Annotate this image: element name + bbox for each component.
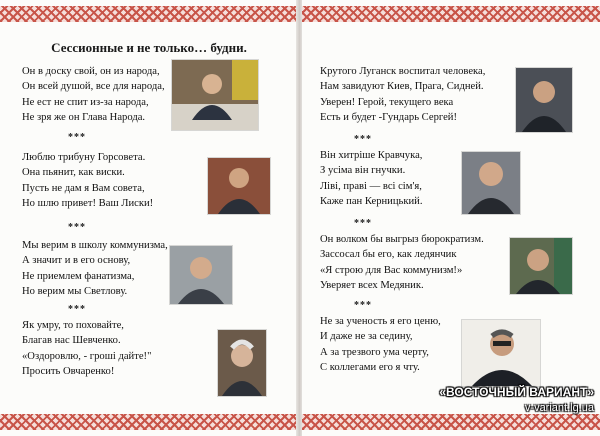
ornament-border-bottom <box>302 414 600 430</box>
poem-line: Благав нас Шевченко. <box>22 335 121 347</box>
portrait-photo <box>462 152 520 214</box>
poem-line: Не ест не спит из-за народа, <box>22 96 149 108</box>
watermark-url: v-variant.lg.ua <box>524 402 594 414</box>
person-icon <box>516 68 572 132</box>
poem-stanza <box>320 232 484 293</box>
poem-line: Не зря же он Глава Народа. <box>22 111 146 123</box>
poem-line: И даже не за седину, <box>320 331 413 343</box>
poem-line: Мы верим в школу коммунизма, <box>22 240 168 251</box>
right-page <box>302 0 600 436</box>
portrait-photo <box>516 68 572 132</box>
poem-stanza <box>22 238 168 299</box>
ornament-border-top <box>0 6 298 22</box>
poem-stanza <box>320 148 422 209</box>
portrait-photo <box>172 60 258 130</box>
person-icon <box>172 60 258 130</box>
portrait-photo <box>170 246 232 304</box>
poem-line: Нам завидуют Киев, Прага, Сидней. <box>320 81 484 93</box>
stanza-separator: *** <box>354 300 372 311</box>
poem-stanza <box>320 314 441 375</box>
poem-line: Уверен! Герой, текущего века <box>320 96 454 108</box>
person-icon <box>462 320 540 386</box>
watermark-name: «ВОСТОЧНЫЙ ВАРИАНТ» <box>439 385 594 399</box>
portrait-photo <box>218 330 266 396</box>
site-watermark <box>439 384 594 416</box>
poem-line: Ліві, праві — всі сім'я, <box>320 180 422 192</box>
poem-line: Як умру, то поховайте, <box>22 320 124 331</box>
poem-line: Есть и будет -Гундарь Сергей! <box>320 111 457 123</box>
portrait-photo <box>510 238 572 294</box>
poem-line: Крутого Луганск воспитал человека, <box>320 66 486 77</box>
ornament-border-bottom <box>0 414 298 430</box>
ornament-border-top <box>302 6 600 22</box>
poem-line: Зассосал бы его, как ледянчик <box>320 249 457 261</box>
poem-line: «Я строю для Вас коммунизм!» <box>320 264 463 276</box>
poem-line: Пусть не дам я Вам совета, <box>22 182 145 194</box>
poem-line: Он волком бы выгрыз бюрократизм. <box>320 234 484 245</box>
page-title: Сессионные и не только… будни. <box>51 40 247 55</box>
poem-line: Но шлю привет! Ваш Лиски! <box>22 197 154 209</box>
poem-line: Но верим мы Светлову. <box>22 285 128 297</box>
person-icon <box>510 238 572 294</box>
poem-line: Она пьянит, как виски. <box>22 167 125 179</box>
poem-line: Он всей душой, все для народа, <box>22 81 165 93</box>
poem-line: А значит и в его основу, <box>22 255 131 267</box>
stanza-separator: *** <box>354 218 372 229</box>
person-icon <box>208 158 270 214</box>
poem-line: Он в доску свой, он из народа, <box>22 66 160 77</box>
stanza-separator: *** <box>68 132 86 143</box>
poem-stanza <box>22 64 165 125</box>
portrait-photo <box>208 158 270 214</box>
poem-line: Він хитріше Кравчука, <box>320 150 423 161</box>
poem-stanza <box>22 150 153 211</box>
stanza-separator: *** <box>68 304 86 315</box>
person-icon <box>218 330 266 396</box>
poem-line: А за трезвого ума черту, <box>320 346 429 358</box>
poem-line: Каже пан Керницький. <box>320 195 423 207</box>
person-icon <box>170 246 232 304</box>
poem-line: Не приемлем фанатизма, <box>22 270 135 282</box>
poem-line: Просить Овчаренко! <box>22 365 115 377</box>
poem-line: З усіма він гнучки. <box>320 165 406 177</box>
portrait-photo <box>462 320 540 386</box>
poem-line: «Оздоровлю, - гроші дайте!" <box>22 350 152 362</box>
poem-line: Люблю трибуну Горсовета. <box>22 152 146 163</box>
person-icon <box>462 152 520 214</box>
stanza-separator: *** <box>354 134 372 145</box>
left-page <box>0 0 298 436</box>
poem-line: Уверяет всех Медяник. <box>320 279 424 291</box>
stanza-separator: *** <box>68 222 86 233</box>
poem-line: Не за ученость я его ценю, <box>320 316 441 327</box>
poem-stanza <box>320 64 485 125</box>
poem-line: С коллегами его я чту. <box>320 361 420 373</box>
poem-stanza <box>22 318 151 379</box>
